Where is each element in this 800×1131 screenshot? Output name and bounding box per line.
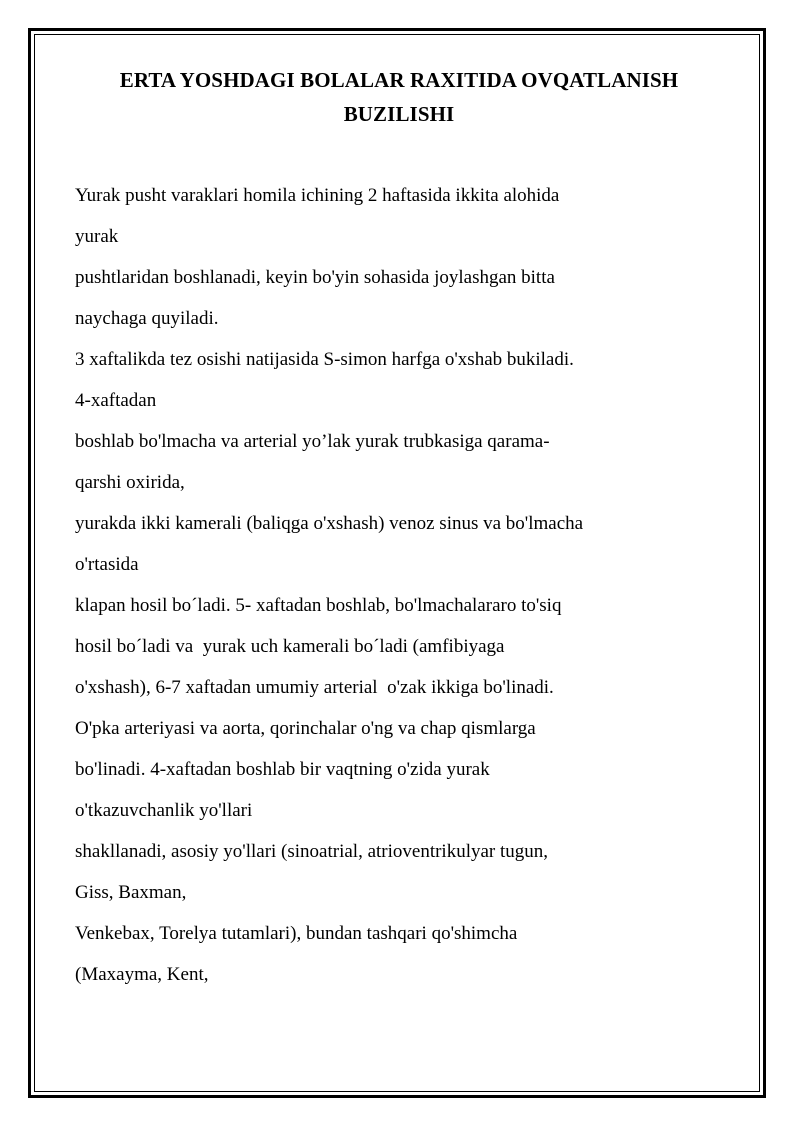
body-line: Yurak pusht varaklari homila ichining 2 haftasida ikkita alohida — [75, 185, 560, 206]
body-line: bo'linadi. 4-xaftadan boshlab bir vaqtning o'zida yurak — [75, 759, 490, 780]
page-border-outer — [28, 28, 766, 1098]
body-line: o'tkazuvchanlik yo'llari — [75, 800, 253, 821]
body-line: shakllanadi, asosiy yo'llari (sinoatrial, atrioventrikulyar tugun, — [75, 841, 549, 862]
page-content — [35, 35, 759, 1091]
body-line: yurakda ikki kamerali (baliqga o'xshash) venoz sinus va bo'lmacha — [75, 513, 584, 534]
body-line: 3 xaftalikda tez osishi natijasida S-simon harfga o'xshab bukiladi. — [75, 349, 574, 370]
body-line: boshlab bo'lmacha va arterial yo’lak yurak trubkasiga qarama- — [75, 431, 550, 452]
document-body — [75, 175, 723, 995]
body-line: Venkebax, Torelya tutamlari), bundan tashqari qo'shimcha — [75, 923, 518, 944]
body-line: klapan hosil bo´ladi. 5- xaftadan boshlab, bo'lmachalararo to'siq — [75, 595, 562, 616]
body-line: o'rtasida — [75, 554, 139, 575]
body-line: (Maxayma, Kent, — [75, 964, 209, 985]
body-line: naychaga quyiladi. — [75, 308, 219, 329]
body-line: qarshi oxirida, — [75, 472, 185, 493]
page-border-inner — [34, 34, 760, 1092]
body-line: O'pka arteriyasi va aorta, qorinchalar o'ng va chap qismlarga — [75, 718, 536, 739]
body-line: pushtlaridan boshlanadi, keyin bo'yin sohasida joylashgan bitta — [75, 267, 555, 288]
body-line: o'xshash), 6-7 xaftadan umumiy arterial o'zak ikkiga bo'linadi. — [75, 677, 554, 698]
page-title: ERTA YOSHDAGI BOLALAR RAXITIDA OVQATLANISH BUZILISHI — [119, 68, 679, 126]
body-line: hosil bo´ladi va yurak uch kamerali bo´ladi (amfibiyaga — [75, 636, 505, 657]
body-line: Giss, Baxman, — [75, 882, 187, 903]
body-line: 4-xaftadan — [75, 390, 157, 411]
body-line: yurak — [75, 226, 119, 247]
title-body-spacer — [75, 131, 723, 175]
